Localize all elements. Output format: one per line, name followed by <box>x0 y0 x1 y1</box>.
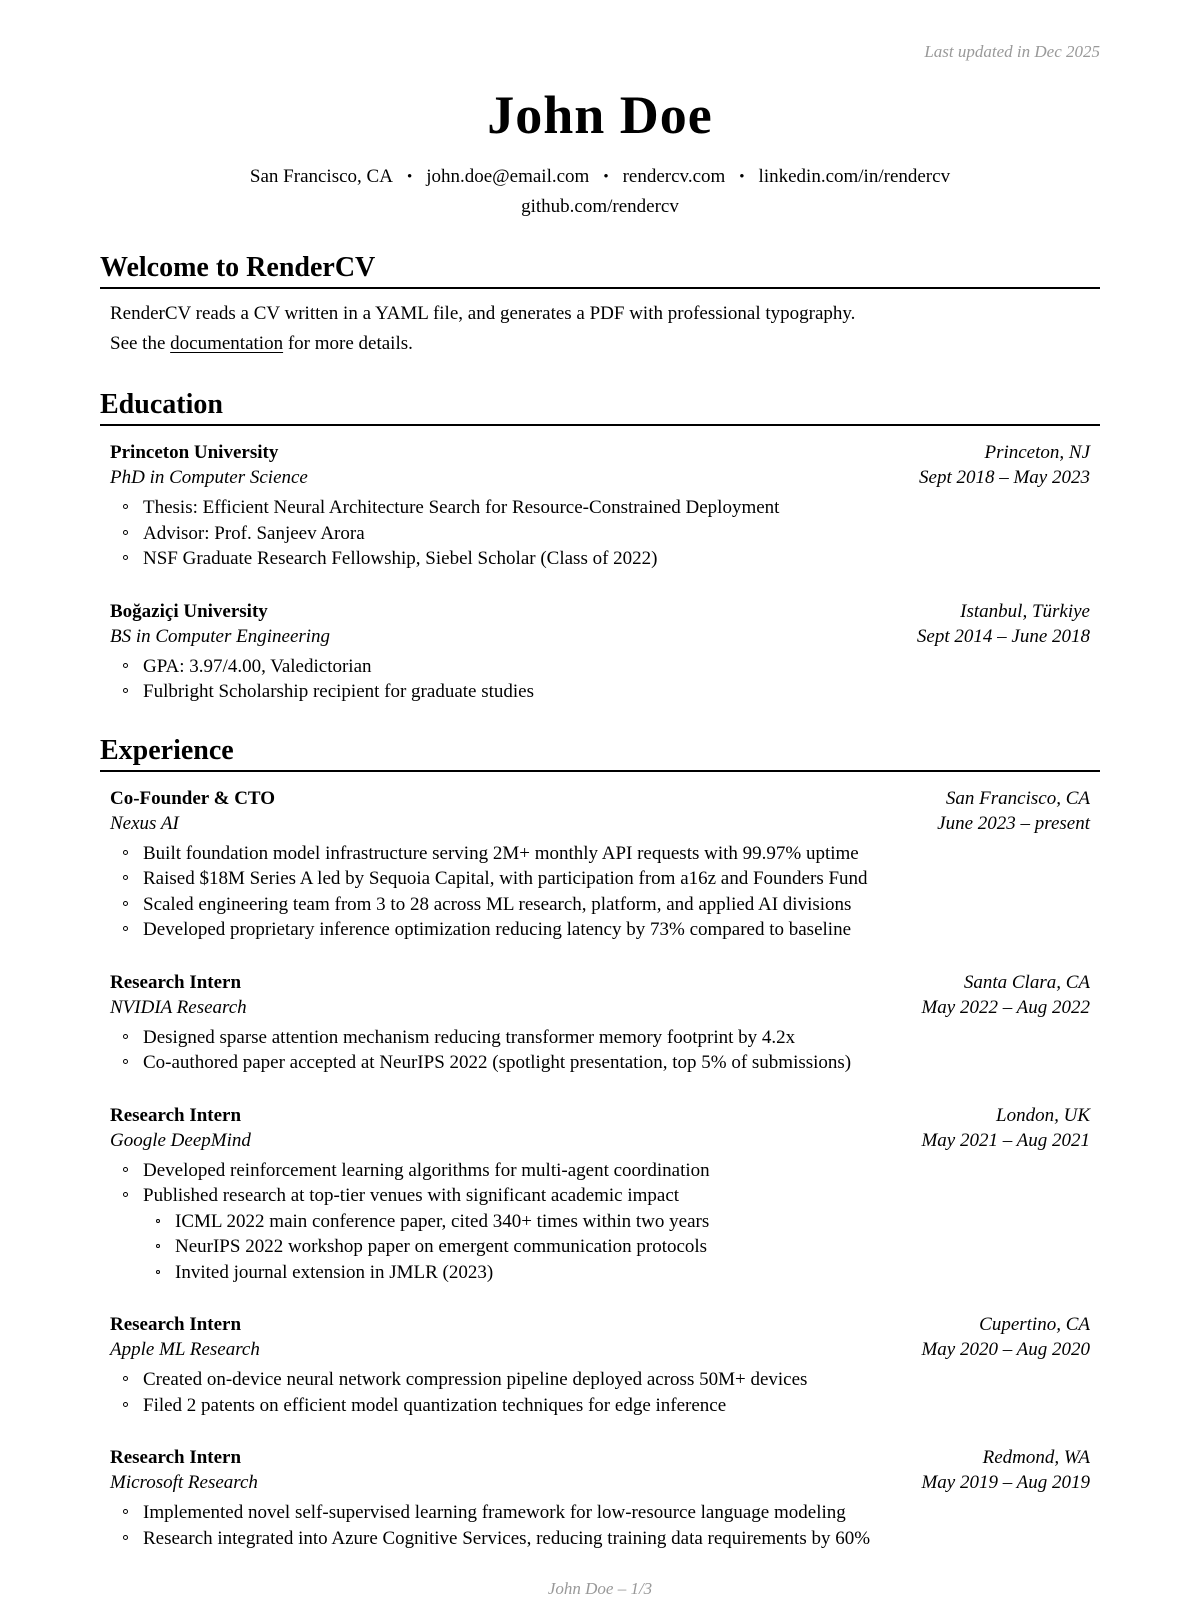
sub-highlight-item <box>143 1260 1090 1286</box>
company-name: Google DeepMind <box>110 1129 251 1151</box>
position-title: Research Intern <box>110 1447 242 1468</box>
highlight-item <box>110 1183 1090 1285</box>
sub-highlight-list <box>143 1209 1090 1286</box>
highlight-item <box>110 521 1090 547</box>
welcome-body <box>100 289 1100 359</box>
bullet-icon <box>123 1192 128 1197</box>
highlight-text: Filed 2 patents on efficient model quantization techniques for edge inference <box>143 1394 727 1416</box>
position-title: Research Intern <box>110 971 242 993</box>
highlight-text: Created on-device neural network compression pipeline deployed across 50M+ devices <box>143 1369 808 1390</box>
bullet-icon <box>123 555 128 560</box>
section-heading-experience: Experience <box>100 735 1100 772</box>
experience-entry <box>110 1445 1090 1551</box>
company-name: NVIDIA Research <box>110 996 247 1018</box>
highlight-item <box>110 1025 1090 1051</box>
entry-header-row <box>110 1445 1090 1470</box>
bullet-icon <box>123 875 128 880</box>
highlight-list <box>110 1025 1090 1076</box>
entry-dates: Sept 2018 – May 2023 <box>919 467 1090 488</box>
education-entry <box>110 440 1090 572</box>
contact-github-link[interactable]: github.com/rendercv <box>521 196 679 217</box>
bullet-icon <box>123 1059 128 1064</box>
entry-location: Redmond, WA <box>982 1447 1090 1468</box>
highlight-item <box>110 1393 1090 1419</box>
section-heading-welcome: Welcome to RenderCV <box>100 252 1100 289</box>
section-welcome <box>100 252 1100 359</box>
entry-dates: May 2022 – Aug 2022 <box>921 996 1090 1018</box>
bullet-separator-icon: • <box>603 169 609 185</box>
section-education <box>100 389 1100 705</box>
contact-linkedin-link[interactable]: linkedin.com/in/rendercv <box>758 166 951 187</box>
bullet-icon <box>156 1219 160 1223</box>
institution-name: Princeton University <box>110 442 279 463</box>
entry-subheader-row <box>110 811 1090 836</box>
entry-subheader-row <box>110 465 1090 490</box>
sub-highlight-item <box>143 1209 1090 1235</box>
highlight-text: Raised $18M Series A led by Sequoia Capital, with participation from a16z and Founders Fund <box>143 868 868 889</box>
highlight-list <box>110 841 1090 943</box>
entry-subheader-row <box>110 1128 1090 1153</box>
entry-header-row <box>110 1312 1090 1337</box>
highlight-item <box>110 841 1090 867</box>
experience-entry <box>110 786 1090 943</box>
bullet-icon <box>156 1244 160 1248</box>
contact-location: San Francisco, CA <box>249 166 393 187</box>
entry-subheader-row <box>110 1337 1090 1362</box>
welcome-line2-prefix: See the <box>110 333 171 354</box>
welcome-line2-suffix: for more details. <box>283 333 413 354</box>
highlight-text: GPA: 3.97/4.00, Valedictorian <box>143 655 372 677</box>
degree-name: BS in Computer Engineering <box>110 625 331 647</box>
entry-dates: May 2020 – Aug 2020 <box>921 1339 1090 1360</box>
education-entries <box>100 426 1100 705</box>
welcome-paragraph-2 <box>110 329 1090 359</box>
highlight-item <box>110 1500 1090 1526</box>
last-updated-note: Last updated in Dec 2025 <box>924 42 1100 61</box>
experience-entry <box>110 1312 1090 1418</box>
page-title: John Doe <box>487 85 713 145</box>
highlight-text: Thesis: Efficient Neural Architecture Search for Resource-Constrained Deployment <box>143 497 780 518</box>
page-footer: John Doe – 1/3 <box>547 1579 653 1598</box>
highlight-text: Designed sparse attention mechanism reducing transformer memory footprint by 4.2x <box>143 1026 796 1048</box>
entry-dates: May 2019 – Aug 2019 <box>921 1472 1090 1493</box>
bullet-icon <box>123 1509 128 1514</box>
experience-entry <box>110 1103 1090 1286</box>
highlight-text: Implemented novel self-supervised learning framework for low-resource language modeling <box>143 1502 846 1523</box>
contact-email-link[interactable]: john.doe@email.com <box>426 166 590 187</box>
documentation-link[interactable]: documentation <box>170 333 284 354</box>
highlight-item <box>110 866 1090 892</box>
highlight-text: Scaled engineering team from 3 to 28 across ML research, platform, and applied AI divisions <box>143 893 852 915</box>
bullet-icon <box>123 1376 128 1381</box>
experience-entries <box>100 772 1100 1552</box>
entry-subheader-row <box>110 995 1090 1020</box>
entry-location: Santa Clara, CA <box>963 971 1090 993</box>
highlight-text: Research integrated into Azure Cognitive Services, reducing training data requirements by 60% <box>143 1527 871 1549</box>
highlight-list <box>110 1367 1090 1418</box>
contact-website-link[interactable]: rendercv.com <box>622 166 726 187</box>
entry-subheader-row <box>110 1470 1090 1495</box>
entry-location: Istanbul, Türkiye <box>960 600 1090 622</box>
entry-header-row <box>110 1103 1090 1128</box>
highlight-item <box>110 495 1090 521</box>
position-title: Co-Founder & CTO <box>110 787 276 809</box>
highlight-text: Built foundation model infrastructure serving 2M+ monthly API requests with 99.97% uptime <box>143 842 859 864</box>
highlight-item <box>110 1158 1090 1184</box>
bullet-icon <box>123 1167 128 1172</box>
experience-entry <box>110 970 1090 1076</box>
institution-name: Boğaziçi University <box>110 600 268 622</box>
entry-dates: May 2021 – Aug 2021 <box>921 1129 1090 1151</box>
highlight-list <box>110 654 1090 705</box>
highlight-text: Advisor: Prof. Sanjeev Arora <box>143 522 365 544</box>
highlight-item <box>110 1367 1090 1393</box>
bullet-icon <box>123 530 128 535</box>
entry-dates: June 2023 – present <box>937 812 1090 834</box>
entry-header-row <box>110 599 1090 624</box>
highlight-text: Developed reinforcement learning algorithms for multi-agent coordination <box>143 1159 710 1181</box>
entry-dates: Sept 2014 – June 2018 <box>916 625 1090 647</box>
highlight-item <box>110 546 1090 572</box>
bullet-separator-icon: • <box>739 169 745 185</box>
highlight-item <box>110 892 1090 918</box>
highlight-text: NSF Graduate Research Fellowship, Siebel Scholar (Class of 2022) <box>143 548 658 569</box>
contact-line-2 <box>100 192 1100 222</box>
bullet-icon <box>123 850 128 855</box>
highlight-text: Fulbright Scholarship recipient for graduate studies <box>143 681 534 702</box>
entry-location: San Francisco, CA <box>945 787 1090 809</box>
bullet-icon <box>123 504 128 509</box>
bullet-icon <box>123 1034 128 1039</box>
highlight-list <box>110 1500 1090 1551</box>
highlight-item <box>110 1526 1090 1552</box>
highlight-item <box>110 654 1090 680</box>
entry-header-row <box>110 786 1090 811</box>
highlight-text: Published research at top-tier venues with significant academic impact <box>143 1185 680 1206</box>
bullet-icon <box>123 926 128 931</box>
bullet-icon <box>123 1535 128 1540</box>
bullet-icon <box>123 1402 128 1407</box>
sub-highlight-item <box>143 1234 1090 1260</box>
highlight-text: Invited journal extension in JMLR (2023) <box>175 1261 494 1283</box>
company-name: Microsoft Research <box>110 1472 258 1493</box>
bullet-icon <box>123 901 128 906</box>
highlight-item <box>110 679 1090 705</box>
entry-location: Cupertino, CA <box>979 1314 1090 1335</box>
entry-subheader-row <box>110 624 1090 649</box>
position-title: Research Intern <box>110 1104 242 1126</box>
education-entry <box>110 599 1090 705</box>
highlight-text: ICML 2022 main conference paper, cited 340+ times within two years <box>175 1210 710 1232</box>
degree-name: PhD in Computer Science <box>110 467 308 488</box>
bullet-icon <box>123 663 128 668</box>
highlight-text: NeurIPS 2022 workshop paper on emergent communication protocols <box>175 1236 708 1257</box>
highlight-item <box>110 917 1090 943</box>
section-experience <box>100 735 1100 1552</box>
contact-line-1 <box>100 162 1100 192</box>
entry-location: Princeton, NJ <box>984 442 1090 463</box>
entry-header-row <box>110 970 1090 995</box>
entry-location: London, UK <box>996 1104 1090 1126</box>
highlight-text: Co-authored paper accepted at NeurIPS 2022 (spotlight presentation, top 5% of submissions) <box>143 1052 852 1073</box>
highlight-list <box>110 1158 1090 1286</box>
company-name: Apple ML Research <box>110 1339 260 1360</box>
bullet-icon <box>156 1270 160 1274</box>
highlight-item <box>110 1050 1090 1076</box>
company-name: Nexus AI <box>110 812 179 834</box>
entry-header-row <box>110 440 1090 465</box>
welcome-paragraph-1: RenderCV reads a CV written in a YAML file, and generates a PDF with professional typography. <box>110 303 856 324</box>
section-heading-education: Education <box>100 389 1100 426</box>
highlight-list <box>110 495 1090 572</box>
bullet-separator-icon: • <box>406 169 413 185</box>
position-title: Research Intern <box>110 1314 242 1335</box>
bullet-icon <box>123 688 128 693</box>
highlight-text: Developed proprietary inference optimization reducing latency by 73% compared to baseline <box>143 919 852 940</box>
